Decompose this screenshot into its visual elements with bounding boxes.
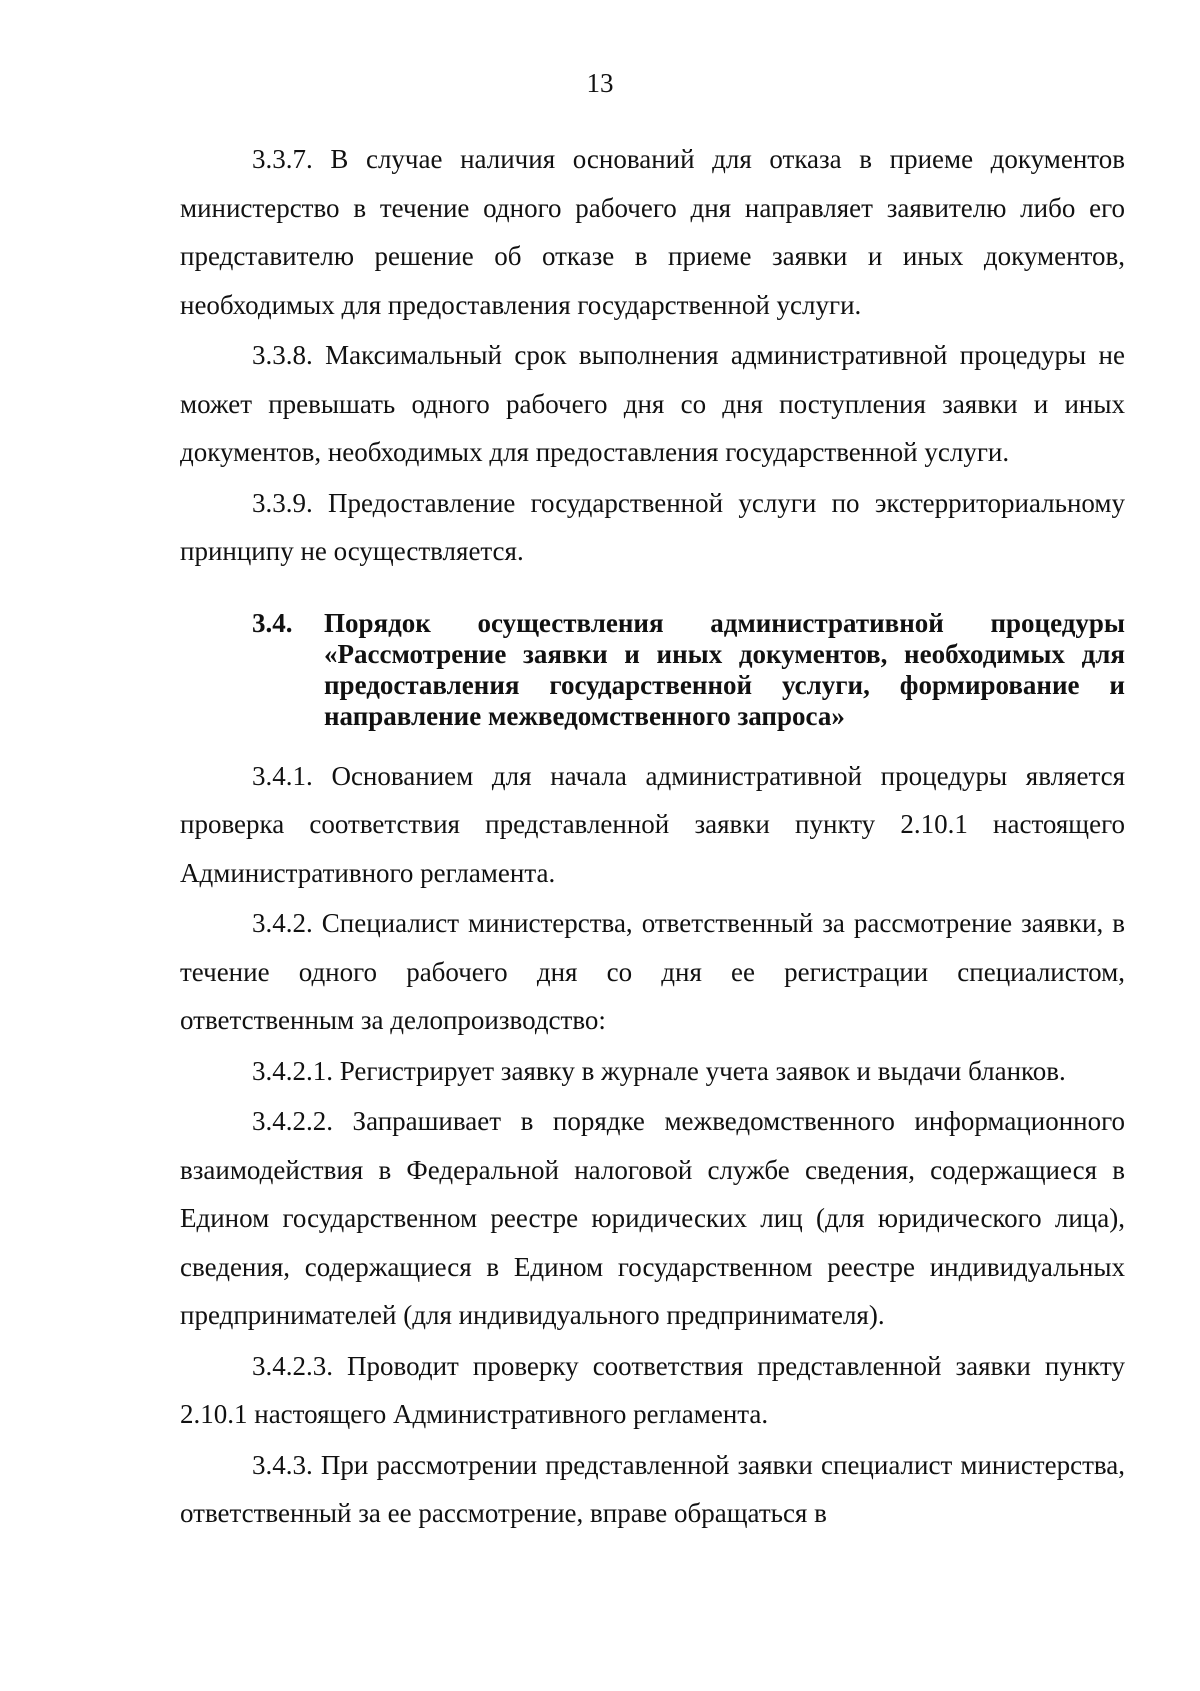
paragraph-3-4-3: 3.4.3. При рассмотрении представленной заявки специалист министерства, ответственный за ее рассмотрение, вправе обращаться в: [180, 1449, 1125, 1528]
section-number: 3.4.: [252, 607, 293, 638]
page-number: 13: [586, 68, 614, 98]
paragraph-3-4-2-1: 3.4.2.1. Регистрирует заявку в журнале учета заявок и выдачи бланков.: [252, 1055, 1066, 1086]
section-heading-3-4: [180, 608, 1125, 732]
paragraph-3-3-7: 3.3.7. В случае наличия оснований для отказа в приеме документов министерство в течение одного рабочего дня направляет заявителю либо его представителю решение об отказе в приеме заявки и иных документов, необходимых для предоставления государственной услуги.: [180, 144, 1125, 320]
paragraph-3-4-2: 3.4.2. Специалист министерства, ответственный за рассмотрение заявки, в течение одного рабочего дня со дня ее регистрации специалистом, ответственным за делопроизводство:: [180, 908, 1125, 1035]
document-body: [180, 135, 1125, 1540]
paragraph-3-4-2-2: 3.4.2.2. Запрашивает в порядке межведомственного информационного взаимодействия в Федеральной налоговой службе сведения, содержащиеся в Едином государственном реестре юридических лиц (для юридического лица), сведения, содержащиеся в Едином государственном реестре индивидуальных предпринимателей (для индивидуального предпринимателя).: [180, 1106, 1125, 1330]
paragraph-3-3-8: 3.3.8. Максимальный срок выполнения административной процедуры не может превышать одного рабочего дня со дня поступления заявки и иных документов, необходимых для предоставления государственной услуги.: [180, 340, 1125, 467]
paragraph-3-4-2-3: 3.4.2.3. Проводит проверку соответствия представленной заявки пункту 2.10.1 настоящего Административного регламента.: [180, 1350, 1125, 1429]
paragraph-3-3-9: 3.3.9. Предоставление государственной услуги по экстерриториальному принципу не осуществляется.: [180, 487, 1125, 566]
section-title: Порядок осуществления административной процедуры «Рассмотрение заявки и иных документов, необходимых для предоставления государственной услуги, формирование и направление межведомственного запроса»: [324, 607, 1125, 731]
paragraph-3-4-1: 3.4.1. Основанием для начала административной процедуры является проверка соответствия представленной заявки пункту 2.10.1 настоящего Административного регламента.: [180, 760, 1125, 888]
